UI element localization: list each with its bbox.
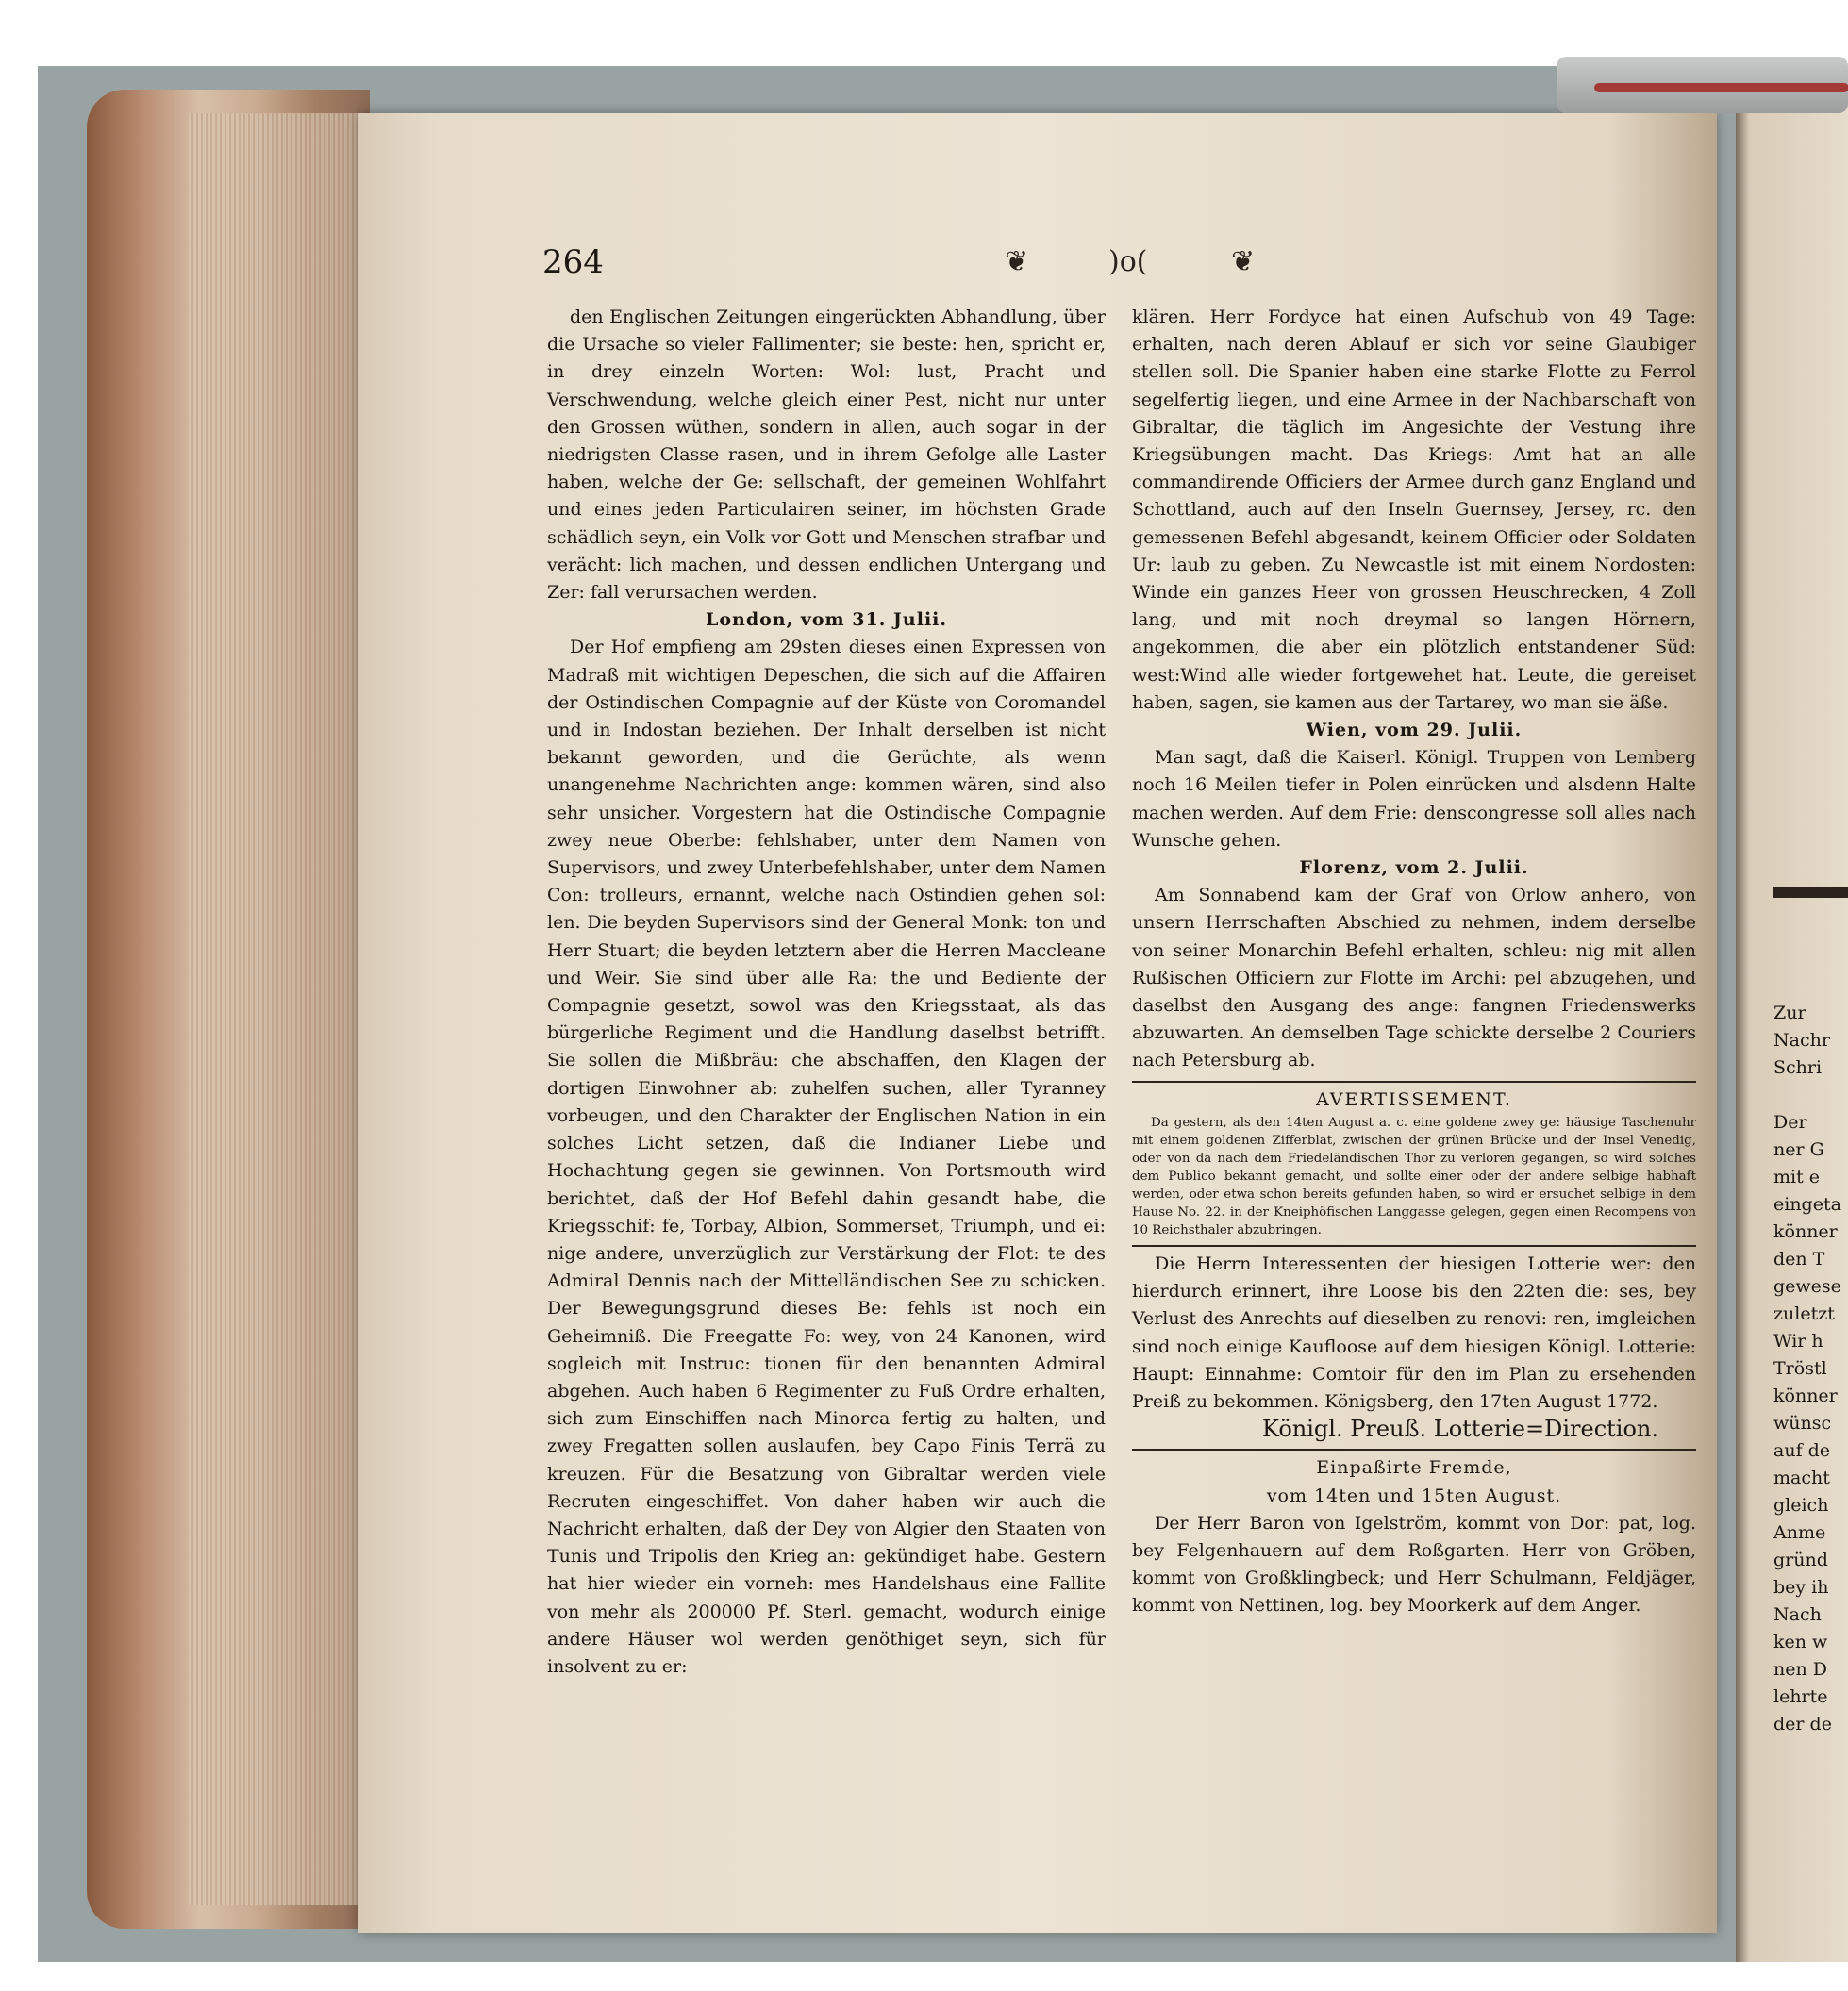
- facing-page-line: Nachr: [1773, 1030, 1830, 1051]
- section-heading: vom 14ten und 15ten August.: [1266, 1485, 1562, 1506]
- facing-page-line: Schri: [1773, 1057, 1823, 1078]
- advertisement-body: Da gestern, als den 14ten August a. c. eine goldene zwey ge: häusige Taschenuhr mit einem goldenen Zifferblat, zwischen der grünen Brücke und der Insel Venedig, oder von da nach dem Friedeländischen Thor zu verloren gegangen, so wird solches dem Publico bekannt gemacht, und sollte einer oder der andere selbige habhaft werden, oder etwa schon bereits gefunden haben, so wird er ersuchet selbige in dem Hause No. 22. in der Kneiphöfischen Langgasse gelegen, gegen einen Recompens von 10 Reichsthaler abzubringen.: [1132, 1115, 1696, 1237]
- dateline: London, vom 31. Julii.: [705, 609, 948, 631]
- facing-page-line: auf de: [1773, 1440, 1831, 1461]
- section-rule: [1132, 1245, 1696, 1247]
- facing-page-line: mit e: [1773, 1167, 1821, 1187]
- article-paragraph: Der Herr Baron von Igelström, kommt von Dor: pat, log. bey Felgenhauern auf dem Roßgarten. Herr von Gröben, kommt von Großklingbeck; und Herr Schulmann, Feldjäger, kommt von Nettinen, log. bey Moorkerk auf dem Anger.: [1132, 1512, 1696, 1617]
- facing-page-line: könner: [1773, 1221, 1838, 1242]
- article-paragraph: Am Sonnabend kam der Graf von Orlow anhero, von unsern Herrschaften Abschied zu nehmen, indem derselbe von seiner Monarchin Befehl erhalten, schleu: nig mit allen Rußischen Officiern zur Flotte im Archi: pel abzugehen, und daselbst den Ausgang des ange: fangnen Friedenswerks abzuwarten. An demselben Tage schickte derselbe 2 Couriers nach Petersburg ab.: [1132, 885, 1696, 1071]
- dateline: Wien, vom 29. Julii.: [1306, 720, 1523, 741]
- article-paragraph: Man sagt, daß die Kaiserl. Königl. Truppen von Lemberg noch 16 Meilen tiefer in Polen einrücken und alsdenn Halte machen werden. Auf dem Frie: denscongresse soll alles nach Wunsche gehen.: [1132, 747, 1696, 851]
- facing-page-line: gleich: [1773, 1495, 1829, 1516]
- facing-page-line: Zur: [1773, 1003, 1806, 1023]
- article-paragraph: klären. Herr Fordyce hat einen Aufschub von 49 Tage: erhalten, nach deren Ablauf er sich vor seine Glaubiger stellen soll. Die Spanier haben eine starke Flotte zu Ferrol segelfertig liegen, und eine Armee in der Nachbarschaft von Gibraltar, die täglich im Angesichte der Vestung ihre Kriegsübungen macht. Das Kriegs: Amt hat an alle commandirende Officiers der Armee durch ganz England und Schottland, auch auf den Inseln Guernsey, Jersey, rc. den gemessenen Befehl abgesandt, keinem Officier oder Soldaten Ur: laub zu geben. Zu Newcastle ist mit einem Nordosten: Winde ein ganzes Heer von grossen Heuschrecken, 4 Zoll lang, und mit noch dreymal so langen Hörnern, angekommen, die aber ein plötzlich entstandener Süd: west:Wind alle wieder fortgewehet hat. Leute, die gereiset haben, sagen, sie kamen aus der Tartarey, wo man sie äße.: [1132, 307, 1696, 713]
- facing-page-line: Der: [1773, 1112, 1807, 1133]
- section-heading: Einpaßirte Fremde,: [1316, 1457, 1512, 1479]
- facing-page-line: Nach: [1773, 1604, 1822, 1625]
- bookmark-ribbon-red: [1594, 83, 1848, 92]
- facing-page-line: bey ih: [1773, 1577, 1829, 1598]
- facing-page-line: Tröstl: [1773, 1358, 1827, 1379]
- article-paragraph: Die Herrn Interessenten der hiesigen Lotterie wer: den hierdurch erinnert, ihre Loose bis den 22ten die: ses, bey Verlust des Anrechts auf dieselben zu renovi: ren, imgleichen sind noch einige Kaufloose auf dem hiesigen Königl. Lotterie: Haupt: Einnahme: Comtoir für den im Plan zu ersehenden Preiß zu bekommen. Königsberg, den 17ten August 1772.: [1132, 1253, 1696, 1412]
- facing-page-line: [1773, 1082, 1848, 1109]
- advertisement-title: AVERTISSEMENT.: [1316, 1088, 1512, 1110]
- facing-page-line: lehrte: [1773, 1686, 1828, 1707]
- facing-page-line: gewese: [1773, 1276, 1841, 1297]
- facing-page-line: könner: [1773, 1385, 1838, 1406]
- facing-page-line: gründ: [1773, 1550, 1828, 1570]
- facing-page-line: den T: [1773, 1249, 1825, 1269]
- facing-page-line: ner G: [1773, 1139, 1824, 1160]
- dateline: Florenz, vom 2. Julii.: [1299, 857, 1529, 879]
- ornament-right: ❦: [1231, 245, 1256, 278]
- signature-line: Königl. Preuß. Lotterie=Direction.: [1262, 1416, 1658, 1443]
- facing-page-line: nen D: [1773, 1659, 1827, 1680]
- facing-page-line: macht: [1773, 1468, 1830, 1488]
- article-paragraph: den Englischen Zeitungen eingerückten Abhandlung, über die Ursache so vieler Fallimenter; sie beste: hen, spricht er, in drey einzeln Worten: Wol: lust, Pracht und Verschwendung, welche gleich einer Pest, nicht nur unter den Grossen wüthen, sondern in allen, auch sogar in der niedrigsten Classe rasen, und in ihrem Gefolge alle Laster haben, welche der Ge: sellschaft, der gemeinen Wohlfahrt und eines jeden Particulairen seiner, im höchsten Grade schädlich seyn, ein Volk vor Gott und Menschen strafbar und verächt: lich machen, und dessen endlichen Untergang und Zer: fall verursachen werden.: [547, 307, 1106, 604]
- page-stack-edges: [189, 113, 368, 1905]
- facing-page-line: Anme: [1773, 1522, 1826, 1543]
- facing-page-rule: [1773, 887, 1848, 898]
- page-header: [542, 243, 1703, 285]
- page-number: 264: [542, 243, 604, 281]
- facing-page-line: eingeta: [1773, 1194, 1841, 1215]
- section-rule: [1132, 1449, 1696, 1451]
- article-paragraph: Der Hof empfieng am 29sten dieses einen Expressen von Madraß mit wichtigen Depeschen, die sich auf die Affairen der Ostindischen Compagnie auf der Küste von Coromandel und in Indostan beziehen. Der Inhalt derselben ist nicht bekannt geworden, und die Gerüchte, als wenn unangenehme Nachrichten ange: kommen wären, sind also sehr unsicher. Vorgestern hat die Ostindische Compagnie zwey neue Oberbe: fehlshaber, unter dem Namen von Supervisors, und zwey Unterbefehlshaber, unter dem Namen Con: trolleurs, ernannt, welche nach Ostindien gehen sol: len. Die beyden Supervisors sind der General Monk: ton und Herr Stuart; die beyden letztern aber die Herren Macclеane und Weir. Sie sind über alle Ra: the und Bediente der Compagnie gesetzt, sowol was den Kriegsstaat, als das bürgerliche Regiment und die Handlung daselbst betrifft. Sie sollen die Mißbräu: che abschaffen, den Klagen der dortigen Einwohner ab: zuhelfen suchen, aller Tyranney vorbeugen, und den Charakter der Englischen Nation in ein solches Licht setzen, daß die Indianer Liebe und Hochachtung gegen sie gewinnen. Von Portsmouth wird berichtet, daß der Hof Befehl dahin gesandt habe, die Kriegsschif: fe, Torbay, Albion, Sommerset, Triumph, und ei: nige andere, unverzüglich zur Verstärkung der Flot: te des Admiral Dennis nach der Mittelländischen See zu schicken. Der Bewegungsgrund dieses Be: fehls ist noch ein Geheimniß. Die Freegatte Fo: wey, von 24 Kanonen, wird sogleich mit Instruc: tionen für den benannten Admiral abgehen. Auch haben 6 Regimenter zu Fuß Ordre erhalten, sich zum Einschiffen nach Minorca fertig zu halten, und zwey Fregatten sollen auslaufen, bey Capo Finis Terrä zu kreuzen. Für die Besatzung von Gibraltar werden viele Recruten eingeschiffet. Von daher haben wir auch die Nachricht erhalten, daß der Dey von Algier den Staaten von Tunis und Tripolis den Krieg an: gekündiget habe. Gestern hat hier wieder ein vorneh: mes Handelshaus eine Fallite von mehr als 200000 Pf. Sterl. gemacht, wodurch einige andere Häuser wol werden genöthiget seyn, sich für insolvent zu er:: [547, 637, 1106, 1677]
- left-column: [547, 304, 1106, 1681]
- facing-page-line: ken w: [1773, 1632, 1828, 1652]
- facing-page-line: wünsc: [1773, 1413, 1832, 1434]
- section-rule: [1132, 1081, 1696, 1083]
- facing-page-line: der de: [1773, 1714, 1832, 1734]
- facing-page-line: zuletzt: [1773, 1303, 1835, 1324]
- ornament-center: )o(: [1108, 245, 1148, 278]
- ornament-left: ❦: [1005, 245, 1029, 278]
- right-column: [1132, 304, 1696, 1620]
- facing-page-text: [1773, 1000, 1848, 1738]
- facing-page-line: Wir h: [1773, 1331, 1823, 1352]
